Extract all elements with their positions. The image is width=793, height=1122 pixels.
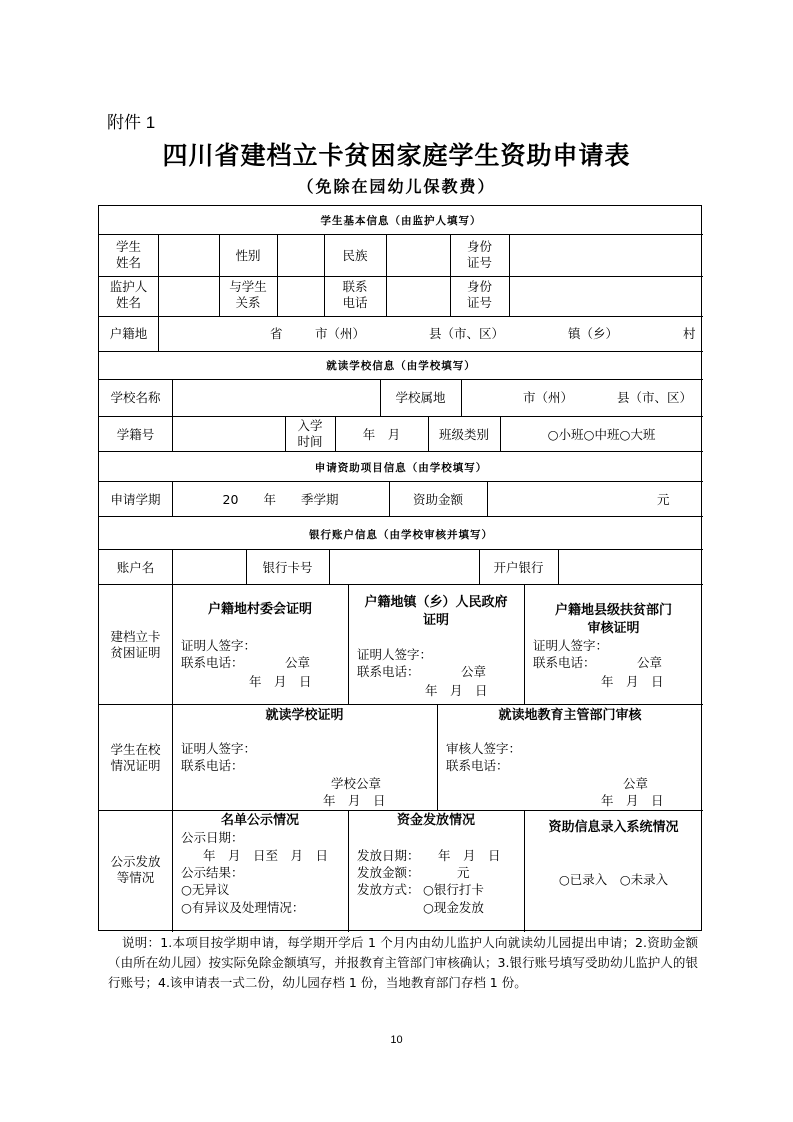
edu-contact: 联系电话： xyxy=(446,758,509,773)
guardian-id-field[interactable] xyxy=(509,281,703,311)
bank-label: 开户银行 xyxy=(493,560,544,575)
gender-label: 性别 xyxy=(235,248,261,263)
town-signer: 证明人签字： xyxy=(357,647,433,662)
aid-amount-label: 资助金额 xyxy=(412,492,463,507)
fund-title: 资金发放情况 xyxy=(396,813,475,828)
student-name-label: 学生 姓名 xyxy=(115,239,141,270)
publicity-result-label: 公示结果： xyxy=(181,865,244,880)
section-school-info: 就读学校信息（由学校填写） xyxy=(326,360,476,372)
county-seal: 公章 xyxy=(637,655,663,670)
form-subtitle: （免除在园幼儿保教费） xyxy=(297,177,496,196)
town-cert-title: 户籍地镇（乡）人民政府 证明 xyxy=(364,595,508,628)
edu-date: 年 月 日 xyxy=(601,793,664,808)
school-location-county: 县（市、区） xyxy=(617,390,693,405)
county-signer: 证明人签字： xyxy=(533,638,609,653)
aid-amount-unit: 元 xyxy=(657,492,670,507)
village-cert-title: 户籍地村委会证明 xyxy=(207,602,312,617)
publicity-date-range: 年 月 日至 月 日 xyxy=(203,848,329,863)
pay-method-label: 发放方式： xyxy=(357,882,420,897)
objection-option[interactable]: ○有异议及处理情况： xyxy=(181,900,305,915)
school-name-label: 学校名称 xyxy=(110,390,161,405)
class-type-options[interactable]: ○小班○中班○大班 xyxy=(547,427,656,442)
relation-label: 与学生 关系 xyxy=(229,279,267,310)
household-county: 县（市、区） xyxy=(429,326,505,341)
student-name-field[interactable] xyxy=(158,241,219,271)
pay-date-label: 发放日期： xyxy=(357,848,420,863)
town-seal: 公章 xyxy=(461,664,487,679)
household-city: 市（州） xyxy=(315,326,366,341)
apply-term-label: 申请学期 xyxy=(110,492,161,507)
guardian-name-label: 监护人 姓名 xyxy=(109,279,148,310)
village-signer: 证明人签字： xyxy=(181,638,257,653)
bank-card-field[interactable] xyxy=(329,553,479,581)
poverty-proof-label: 建档立卡 贫困证明 xyxy=(110,629,161,660)
account-name-field[interactable] xyxy=(172,553,246,581)
apply-term-field[interactable]: 20 年 季学期 xyxy=(222,492,339,507)
section-aid-info: 申请资助项目信息（由学校填写） xyxy=(314,462,488,474)
household-province: 省 xyxy=(270,326,283,341)
bank-field[interactable] xyxy=(558,553,703,581)
enroll-time-label: 入学 时间 xyxy=(297,418,323,449)
county-contact: 联系电话： xyxy=(533,655,596,670)
class-type-label: 班级类别 xyxy=(438,427,489,442)
section-basic-info: 学生基本信息（由监护人填写） xyxy=(320,215,482,227)
edu-reviewer: 审核人签字： xyxy=(446,741,522,756)
entry-title: 资助信息录入系统情况 xyxy=(548,820,679,835)
phone-label: 联系 电话 xyxy=(342,279,368,310)
bank-card-pay-option[interactable]: ○银行打卡 xyxy=(423,882,484,897)
student-id-field[interactable] xyxy=(509,241,703,271)
application-form-table xyxy=(98,205,702,931)
school-contact: 联系电话： xyxy=(181,758,244,773)
account-name-label: 账户名 xyxy=(116,560,155,575)
village-date: 年 月 日 xyxy=(249,674,312,689)
bank-card-label: 银行卡号 xyxy=(262,560,313,575)
ethnicity-label: 民族 xyxy=(342,248,368,263)
enroll-time-field[interactable]: 年 月 xyxy=(362,427,401,442)
school-location-city: 市（州） xyxy=(523,390,574,405)
pay-date-value: 年 月 日 xyxy=(438,848,501,863)
guardian-name-field[interactable] xyxy=(158,281,219,311)
town-date: 年 月 日 xyxy=(425,683,488,698)
ethnicity-field[interactable] xyxy=(386,241,450,271)
relation-field[interactable] xyxy=(277,281,324,311)
instructions-note: 说明：1.本项目按学期申请，每学期开学后 1 个月内由幼儿监护人向就读幼儿园提出申请；2.资助金额（由所在幼儿园）按实际免除金额填写，并报教育主管部门审核确认；3.银行账号填写受助幼儿监护人的银行账号；4.该申请表一式二份，幼儿园存档 1 份，当地教育部门存档 1 份。 xyxy=(108,935,698,990)
gender-field[interactable] xyxy=(277,241,324,271)
in-school-proof-label: 学生在校 情况证明 xyxy=(110,742,161,773)
no-objection-option[interactable]: ○无异议 xyxy=(181,882,230,897)
form-title: 四川省建档立卡贫困家庭学生资助申请表 xyxy=(162,141,631,170)
student-number-field[interactable] xyxy=(172,420,285,448)
school-location-label: 学校属地 xyxy=(395,390,446,405)
school-name-field[interactable] xyxy=(172,384,380,412)
student-number-label: 学籍号 xyxy=(116,427,155,442)
household-label: 户籍地 xyxy=(109,326,148,341)
publicity-date-label: 公示日期： xyxy=(181,830,244,845)
section-bank-info: 银行账户信息（由学校审核并填写） xyxy=(309,529,493,541)
school-signer: 证明人签字： xyxy=(181,741,257,756)
publicity-label: 公示发放 等情况 xyxy=(110,854,161,885)
village-seal: 公章 xyxy=(285,655,311,670)
school-date: 年 月 日 xyxy=(323,793,386,808)
school-seal: 学校公章 xyxy=(331,776,382,791)
cash-pay-option[interactable]: ○现金发放 xyxy=(423,900,484,915)
phone-field[interactable] xyxy=(386,281,450,311)
village-contact: 联系电话： xyxy=(181,655,244,670)
student-id-label: 身份 证号 xyxy=(466,239,492,270)
town-contact: 联系电话： xyxy=(357,664,420,679)
household-village: 村 xyxy=(683,326,696,341)
page-number: 10 xyxy=(390,1034,403,1046)
household-town: 镇（乡） xyxy=(568,326,619,341)
pay-amount-unit: 元 xyxy=(457,865,470,880)
school-cert-title: 就读学校证明 xyxy=(265,708,344,723)
county-date: 年 月 日 xyxy=(601,674,664,689)
county-cert-title: 户籍地县级扶贫部门 审核证明 xyxy=(554,603,672,636)
publicity-title: 名单公示情况 xyxy=(220,813,299,828)
pay-amount-label: 发放金额： xyxy=(357,865,420,880)
edu-seal: 公章 xyxy=(623,776,649,791)
entry-options[interactable]: ○已录入 ○未录入 xyxy=(558,872,669,887)
edu-cert-title: 就读地教育主管部门审核 xyxy=(498,708,642,723)
guardian-id-label: 身份 证号 xyxy=(466,279,492,310)
attachment-label: 附件 1 xyxy=(107,113,156,132)
